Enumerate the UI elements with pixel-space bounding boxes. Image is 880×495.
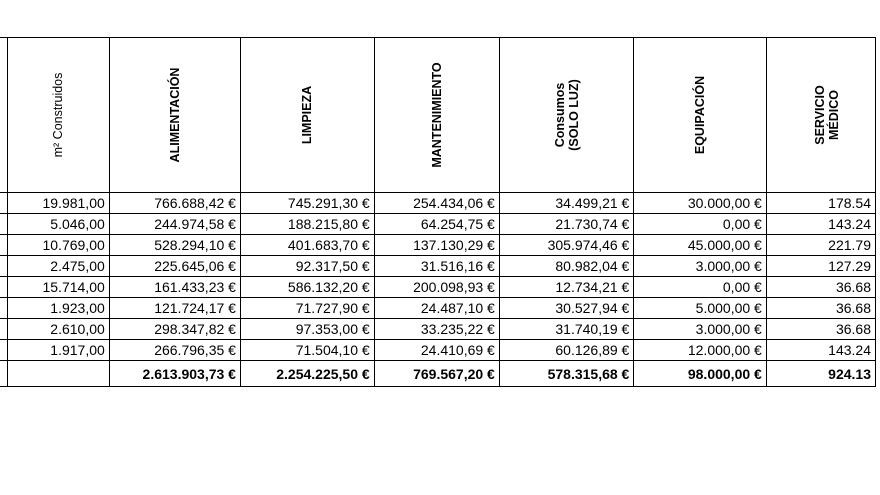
cell-mantenimiento: 64.254,75 € [374,214,499,235]
header-consumos-line2: (SOLO LUZ) [566,79,581,151]
row-label-cell [0,256,7,277]
cell-servicio: 143.24 [766,214,875,235]
header-limpieza: LIMPIEZA [300,85,315,145]
cell-consumos: 34.499,21 € [499,193,634,214]
row-label-cell [0,214,7,235]
table-row [0,340,876,361]
table-row [0,235,876,256]
header-equipacion: EQUIPACIÓN [693,75,708,155]
cell-equipacion: 45.000,00 € [634,235,766,256]
cell-m2: 10.769,00 [7,235,109,256]
cell-equipacion: 12.000,00 € [634,340,766,361]
cell-consumos: 60.126,89 € [499,340,634,361]
cell-equipacion: 30.000,00 € [634,193,766,214]
cell-mantenimiento: 200.098,93 € [374,277,499,298]
cell-mantenimiento: 137.130,29 € [374,235,499,256]
header-consumos [553,79,581,151]
cell-mantenimiento: 33.235,22 € [374,319,499,340]
cell-m2: 1.923,00 [7,298,109,319]
table-row [0,277,876,298]
cell-consumos: 21.730,74 € [499,214,634,235]
cell-alimentacion: 121.724,17 € [109,298,240,319]
cell-m2: 2.610,00 [7,319,109,340]
total-consumos: 578.315,68 € [499,361,634,387]
cell-m2: 15.714,00 [7,277,109,298]
header-cell-alimentacion [109,38,240,193]
row-label-cell [0,319,7,340]
cell-alimentacion: 766.688,42 € [109,193,240,214]
row-label-cell [0,277,7,298]
header-cell-limpieza [240,38,374,193]
total-mantenimiento: 769.567,20 € [374,361,499,387]
cell-limpieza: 71.504,10 € [240,340,374,361]
cell-alimentacion: 528.294,10 € [109,235,240,256]
cell-consumos: 12.734,21 € [499,277,634,298]
row-label-cell [0,298,7,319]
cell-servicio: 36.68 [766,319,875,340]
row-label-cell [0,193,7,214]
cell-alimentacion: 161.433,23 € [109,277,240,298]
cell-alimentacion: 298.347,82 € [109,319,240,340]
cell-limpieza: 586.132,20 € [240,277,374,298]
budget-table [0,37,876,387]
cell-alimentacion: 266.796,35 € [109,340,240,361]
cell-equipacion: 5.000,00 € [634,298,766,319]
total-equipacion: 98.000,00 € [634,361,766,387]
cell-servicio: 221.79 [766,235,875,256]
header-cell-mantenimiento [374,38,499,193]
header-cell-servicio [766,38,875,193]
cell-limpieza: 188.215,80 € [240,214,374,235]
cell-limpieza: 92.317,50 € [240,256,374,277]
cell-consumos: 305.974,46 € [499,235,634,256]
cell-limpieza: 71.727,90 € [240,298,374,319]
total-m2 [7,361,109,387]
cell-m2: 19.981,00 [7,193,109,214]
cell-servicio: 36.68 [766,277,875,298]
total-alimentacion: 2.613.903,73 € [109,361,240,387]
cell-servicio: 143.24 [766,340,875,361]
cell-servicio: 36.68 [766,298,875,319]
header-alimentacion: ALIMENTACIÓN [167,67,182,163]
row-label-cell [0,361,7,387]
cell-m2: 5.046,00 [7,214,109,235]
cell-equipacion: 0,00 € [634,277,766,298]
table-row [0,214,876,235]
cell-equipacion: 0,00 € [634,214,766,235]
header-row [0,38,876,193]
cell-limpieza: 745.291,30 € [240,193,374,214]
header-servicio-line1: SERVICIO [813,85,828,145]
cell-mantenimiento: 24.487,10 € [374,298,499,319]
cell-m2: 2.475,00 [7,256,109,277]
cell-alimentacion: 244.974,58 € [109,214,240,235]
cell-consumos: 80.982,04 € [499,256,634,277]
cell-mantenimiento: 31.516,16 € [374,256,499,277]
table-row [0,193,876,214]
cell-alimentacion: 225.645,06 € [109,256,240,277]
header-m2: m² Construidos [51,72,66,158]
table-row [0,298,876,319]
row-label-cell [0,235,7,256]
cell-servicio: 178.54 [766,193,875,214]
header-cell-equipacion [634,38,766,193]
cell-limpieza: 97.353,00 € [240,319,374,340]
header-cell-m2 [7,38,109,193]
header-consumos-line1: Consumos [552,82,567,148]
cell-consumos: 30.527,94 € [499,298,634,319]
total-limpieza: 2.254.225,50 € [240,361,374,387]
table-row [0,319,876,340]
cell-mantenimiento: 24.410,69 € [374,340,499,361]
row-label-cell [0,340,7,361]
cell-limpieza: 401.683,70 € [240,235,374,256]
header-mantenimiento: MANTENIMIENTO [429,62,444,168]
total-servicio: 924.13 [766,361,875,387]
cell-consumos: 31.740,19 € [499,319,634,340]
header-cell-consumos [499,38,634,193]
header-cell-row-label [0,38,7,193]
totals-row [0,361,876,387]
cell-mantenimiento: 254.434,06 € [374,193,499,214]
cell-servicio: 127.29 [766,256,875,277]
cell-equipacion: 3.000,00 € [634,319,766,340]
cell-equipacion: 3.000,00 € [634,256,766,277]
cell-m2: 1.917,00 [7,340,109,361]
table-row [0,256,876,277]
header-servicio-line2: MÉDICO [827,90,842,141]
header-servicio [813,85,841,145]
